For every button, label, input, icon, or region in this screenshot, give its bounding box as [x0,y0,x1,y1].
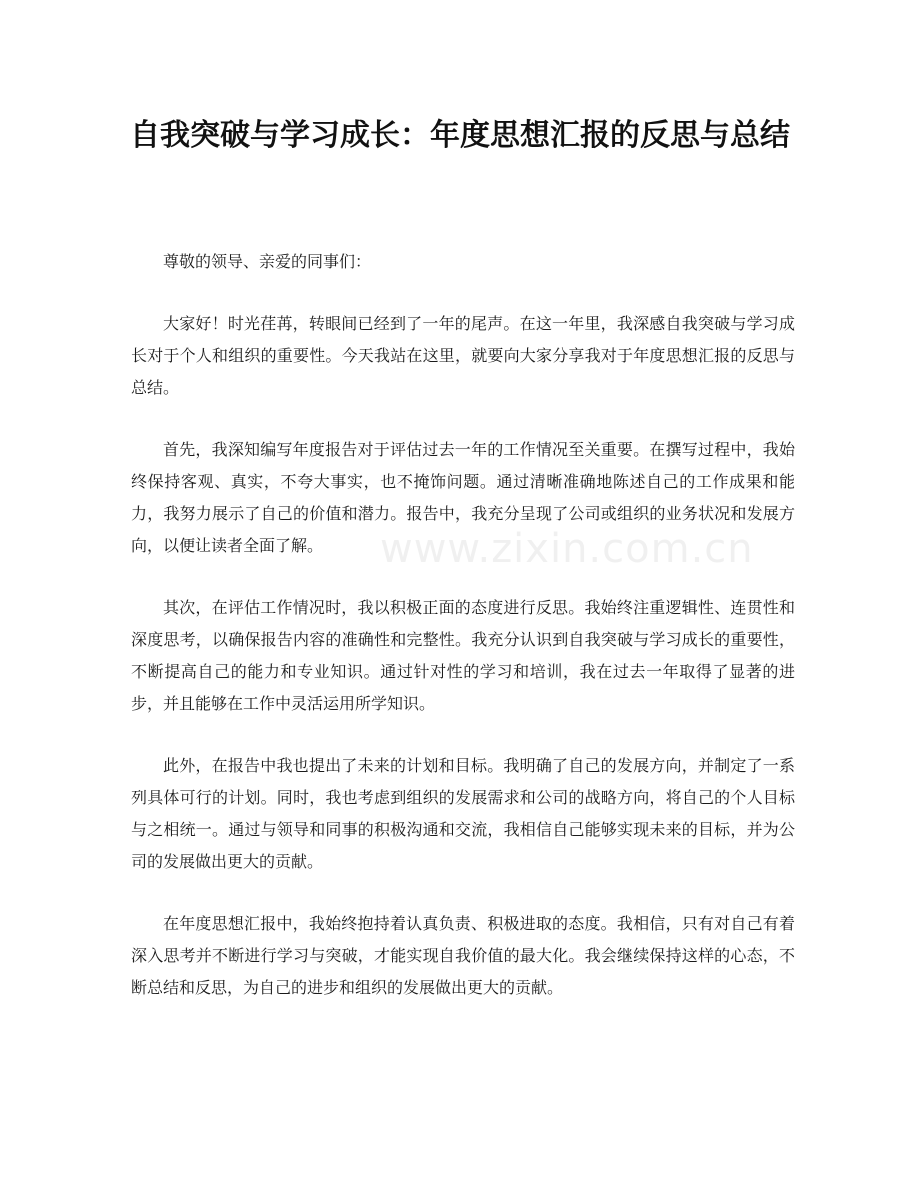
document-title: 自我突破与学习成长：年度思想汇报的反思与总结 [130,118,790,153]
body-paragraph-5: 在年度思想汇报中，我始终抱持着认真负责、积极进取的态度。我相信，只有对自己有着深入思考并不断进行学习与突破，才能实现自我价值的最大化。我会继续保持这样的心态，不断总结和反思，为自己的进步和组织的发展做出更大的贡献。 [131,914,795,997]
watermark: www.zixin.com.cn [380,526,754,572]
body-paragraph-4: 此外，在报告中我也提出了未来的计划和目标。我明确了自己的发展方向，并制定了一系列具体可行的计划。同时，我也考虑到组织的发展需求和公司的战略方向，将自己的个人目标与之相统一。通过与领导和同事的积极沟通和交流，我相信自己能够实现未来的目标，并为公司的发展做出更大的贡献。 [131,756,795,871]
body-paragraph-1: 大家好！时光荏苒，转眼间已经到了一年的尾声。在这一年里，我深感自我突破与学习成长对于个人和组织的重要性。今天我站在这里，就要向大家分享我对于年度思想汇报的反思与总结。 [131,314,795,397]
body-paragraph-3: 其次，在评估工作情况时，我以积极正面的态度进行反思。我始终注重逻辑性、连贯性和深度思考，以确保报告内容的准确性和完整性。我充分认识到自我突破与学习成长的重要性，不断提高自己的能力和专业知识。通过针对性的学习和培训，我在过去一年取得了显著的进步，并且能够在工作中灵活运用所学知识。 [131,598,795,713]
document-body [131,246,795,1034]
salutation-paragraph: 尊敬的领导、亲爱的同事们： [163,252,372,271]
body-paragraph-2: 首先，我深知编写年度报告对于评估过去一年的工作情况至关重要。在撰写过程中，我始终保持客观、真实，不夸大事实，也不掩饰问题。通过清晰准确地陈述自己的工作成果和能力，我努力展示了自己的价值和潜力。报告中，我充分呈现了公司或组织的业务状况和发展方向，以便让读者全面了解。 [131,440,795,555]
